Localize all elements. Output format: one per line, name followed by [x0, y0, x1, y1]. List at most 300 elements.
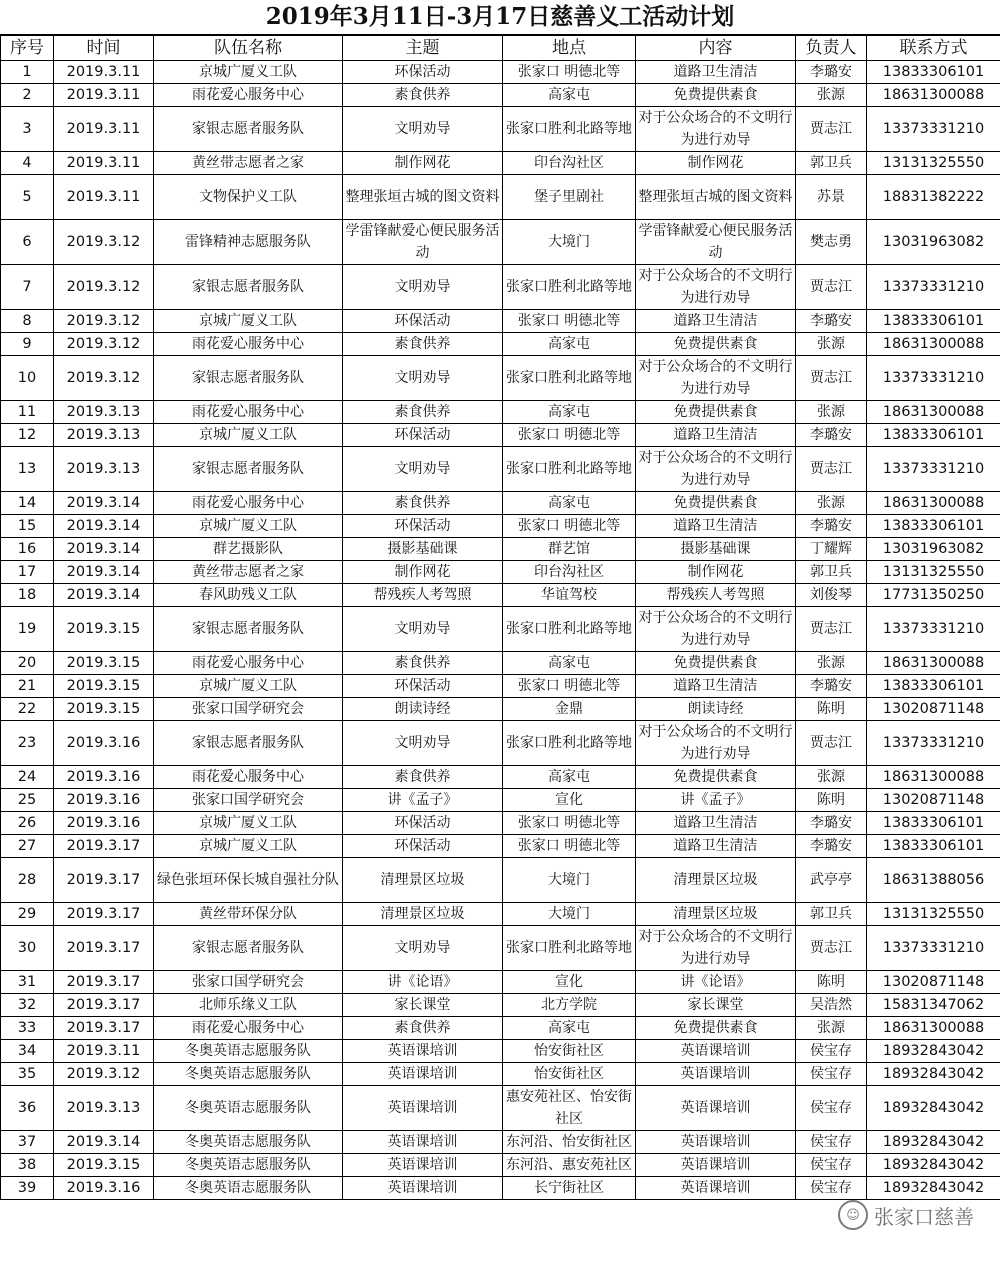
team-name-cell: 雨花爱心服务中心 — [154, 766, 343, 789]
team-name-cell: 家银志愿者服务队 — [154, 107, 343, 152]
theme-cell: 环保活动 — [343, 835, 503, 858]
row-index-cell: 23 — [1, 721, 54, 766]
date-cell: 2019.3.15 — [54, 1154, 154, 1177]
person-in-charge-cell: 李璐安 — [796, 835, 867, 858]
person-in-charge-cell: 张源 — [796, 401, 867, 424]
row-index-cell: 30 — [1, 926, 54, 971]
team-name-cell: 雨花爱心服务中心 — [154, 1017, 343, 1040]
contact-phone-cell: 13031963082 — [867, 538, 1000, 561]
contact-phone-cell: 15831347062 — [867, 994, 1000, 1017]
column-header: 联系方式 — [867, 36, 1000, 61]
theme-cell: 讲《孟子》 — [343, 789, 503, 812]
location-cell: 张家口 明德北等 — [503, 812, 636, 835]
date-cell: 2019.3.17 — [54, 858, 154, 903]
content-cell: 免费提供素食 — [636, 401, 796, 424]
theme-cell: 素食供养 — [343, 84, 503, 107]
header-row — [1, 36, 1000, 61]
person-in-charge-cell: 李璐安 — [796, 424, 867, 447]
content-cell: 道路卫生清洁 — [636, 835, 796, 858]
contact-phone-cell: 13020871148 — [867, 789, 1000, 812]
person-in-charge-cell: 张源 — [796, 766, 867, 789]
location-cell: 张家口 明德北等 — [503, 515, 636, 538]
person-in-charge-cell: 侯宝存 — [796, 1040, 867, 1063]
person-in-charge-cell: 陈明 — [796, 789, 867, 812]
theme-cell: 英语课培训 — [343, 1063, 503, 1086]
date-cell: 2019.3.12 — [54, 333, 154, 356]
team-name-cell: 北师乐缘义工队 — [154, 994, 343, 1017]
team-name-cell: 雨花爱心服务中心 — [154, 333, 343, 356]
person-in-charge-cell: 郭卫兵 — [796, 152, 867, 175]
table-row — [1, 652, 1000, 675]
location-cell: 印台沟社区 — [503, 561, 636, 584]
contact-phone-cell: 13020871148 — [867, 971, 1000, 994]
content-cell: 家长课堂 — [636, 994, 796, 1017]
row-index-cell: 8 — [1, 310, 54, 333]
content-cell: 制作网花 — [636, 152, 796, 175]
person-in-charge-cell: 贾志江 — [796, 926, 867, 971]
watermark-text: 张家口慈善 — [874, 1204, 974, 1229]
page-title: 2019年3月11日-3月17日慈善义工活动计划 — [0, 0, 1000, 35]
location-cell: 怡安街社区 — [503, 1040, 636, 1063]
date-cell: 2019.3.11 — [54, 107, 154, 152]
contact-phone-cell: 13131325550 — [867, 152, 1000, 175]
person-in-charge-cell: 侯宝存 — [796, 1086, 867, 1131]
date-cell: 2019.3.16 — [54, 1177, 154, 1200]
contact-phone-cell: 18932843042 — [867, 1177, 1000, 1200]
team-name-cell: 文物保护义工队 — [154, 175, 343, 220]
theme-cell: 讲《论语》 — [343, 971, 503, 994]
team-name-cell: 京城广厦义工队 — [154, 310, 343, 333]
theme-cell: 环保活动 — [343, 515, 503, 538]
column-header: 时间 — [54, 36, 154, 61]
row-index-cell: 13 — [1, 447, 54, 492]
person-in-charge-cell: 李璐安 — [796, 675, 867, 698]
team-name-cell: 家银志愿者服务队 — [154, 265, 343, 310]
person-in-charge-cell: 樊志勇 — [796, 220, 867, 265]
content-cell: 制作网花 — [636, 561, 796, 584]
row-index-cell: 24 — [1, 766, 54, 789]
table-row — [1, 675, 1000, 698]
date-cell: 2019.3.12 — [54, 310, 154, 333]
row-index-cell: 1 — [1, 61, 54, 84]
contact-phone-cell: 18631300088 — [867, 401, 1000, 424]
person-in-charge-cell: 张源 — [796, 1017, 867, 1040]
row-index-cell: 10 — [1, 356, 54, 401]
date-cell: 2019.3.16 — [54, 789, 154, 812]
table-row — [1, 1086, 1000, 1131]
team-name-cell: 冬奥英语志愿服务队 — [154, 1086, 343, 1131]
table-row — [1, 971, 1000, 994]
content-cell: 对于公众场合的不文明行为进行劝导 — [636, 721, 796, 766]
table-row — [1, 84, 1000, 107]
content-cell: 道路卫生清洁 — [636, 310, 796, 333]
contact-phone-cell: 13373331210 — [867, 356, 1000, 401]
contact-phone-cell: 13833306101 — [867, 310, 1000, 333]
team-name-cell: 黄丝带环保分队 — [154, 903, 343, 926]
date-cell: 2019.3.13 — [54, 1086, 154, 1131]
location-cell: 高家屯 — [503, 652, 636, 675]
person-in-charge-cell: 侯宝存 — [796, 1154, 867, 1177]
row-index-cell: 26 — [1, 812, 54, 835]
table-row — [1, 698, 1000, 721]
location-cell: 高家屯 — [503, 492, 636, 515]
team-name-cell: 冬奥英语志愿服务队 — [154, 1063, 343, 1086]
location-cell: 东河沿、怡安街社区 — [503, 1131, 636, 1154]
table-row — [1, 926, 1000, 971]
theme-cell: 文明劝导 — [343, 926, 503, 971]
location-cell: 东河沿、惠安苑社区 — [503, 1154, 636, 1177]
contact-phone-cell: 13131325550 — [867, 903, 1000, 926]
column-header: 内容 — [636, 36, 796, 61]
wechat-account-icon: ☺ — [838, 1200, 868, 1230]
date-cell: 2019.3.13 — [54, 424, 154, 447]
team-name-cell: 黄丝带志愿者之家 — [154, 152, 343, 175]
row-index-cell: 31 — [1, 971, 54, 994]
team-name-cell: 雨花爱心服务中心 — [154, 84, 343, 107]
table-body — [1, 61, 1000, 1200]
theme-cell: 制作网花 — [343, 152, 503, 175]
theme-cell: 清理景区垃圾 — [343, 858, 503, 903]
contact-phone-cell: 13833306101 — [867, 812, 1000, 835]
location-cell: 张家口 明德北等 — [503, 675, 636, 698]
contact-phone-cell: 13373331210 — [867, 721, 1000, 766]
date-cell: 2019.3.15 — [54, 698, 154, 721]
column-header: 队伍名称 — [154, 36, 343, 61]
watermark — [838, 1200, 974, 1230]
team-name-cell: 京城广厦义工队 — [154, 812, 343, 835]
table-row — [1, 858, 1000, 903]
table-row — [1, 994, 1000, 1017]
location-cell: 张家口 明德北等 — [503, 424, 636, 447]
content-cell: 整理张垣古城的图文资料 — [636, 175, 796, 220]
date-cell: 2019.3.14 — [54, 515, 154, 538]
content-cell: 英语课培训 — [636, 1086, 796, 1131]
team-name-cell: 冬奥英语志愿服务队 — [154, 1177, 343, 1200]
person-in-charge-cell: 贾志江 — [796, 356, 867, 401]
team-name-cell: 黄丝带志愿者之家 — [154, 561, 343, 584]
content-cell: 英语课培训 — [636, 1154, 796, 1177]
team-name-cell: 家银志愿者服务队 — [154, 607, 343, 652]
activity-table — [0, 35, 1000, 1200]
content-cell: 摄影基础课 — [636, 538, 796, 561]
team-name-cell: 冬奥英语志愿服务队 — [154, 1131, 343, 1154]
location-cell: 高家屯 — [503, 401, 636, 424]
theme-cell: 学雷锋献爱心便民服务活动 — [343, 220, 503, 265]
theme-cell: 素食供养 — [343, 652, 503, 675]
row-index-cell: 17 — [1, 561, 54, 584]
theme-cell: 英语课培训 — [343, 1086, 503, 1131]
theme-cell: 清理景区垃圾 — [343, 903, 503, 926]
row-index-cell: 39 — [1, 1177, 54, 1200]
contact-phone-cell: 13373331210 — [867, 926, 1000, 971]
contact-phone-cell: 17731350250 — [867, 584, 1000, 607]
date-cell: 2019.3.12 — [54, 1063, 154, 1086]
team-name-cell: 京城广厦义工队 — [154, 61, 343, 84]
content-cell: 免费提供素食 — [636, 766, 796, 789]
row-index-cell: 35 — [1, 1063, 54, 1086]
table-row — [1, 1154, 1000, 1177]
team-name-cell: 群艺摄影队 — [154, 538, 343, 561]
location-cell: 宣化 — [503, 971, 636, 994]
content-cell: 对于公众场合的不文明行为进行劝导 — [636, 356, 796, 401]
team-name-cell: 京城广厦义工队 — [154, 675, 343, 698]
row-index-cell: 12 — [1, 424, 54, 447]
location-cell: 惠安苑社区、怡安街社区 — [503, 1086, 636, 1131]
date-cell: 2019.3.16 — [54, 766, 154, 789]
date-cell: 2019.3.11 — [54, 61, 154, 84]
theme-cell: 素食供养 — [343, 766, 503, 789]
team-name-cell: 张家口国学研究会 — [154, 698, 343, 721]
team-name-cell: 家银志愿者服务队 — [154, 926, 343, 971]
row-index-cell: 28 — [1, 858, 54, 903]
date-cell: 2019.3.16 — [54, 812, 154, 835]
person-in-charge-cell: 刘俊琴 — [796, 584, 867, 607]
team-name-cell: 京城广厦义工队 — [154, 835, 343, 858]
table-row — [1, 61, 1000, 84]
content-cell: 道路卫生清洁 — [636, 515, 796, 538]
location-cell: 大境门 — [503, 858, 636, 903]
contact-phone-cell: 18631300088 — [867, 333, 1000, 356]
person-in-charge-cell: 陈明 — [796, 698, 867, 721]
team-name-cell: 春风助残义工队 — [154, 584, 343, 607]
content-cell: 免费提供素食 — [636, 492, 796, 515]
team-name-cell: 家银志愿者服务队 — [154, 721, 343, 766]
row-index-cell: 4 — [1, 152, 54, 175]
row-index-cell: 5 — [1, 175, 54, 220]
content-cell: 道路卫生清洁 — [636, 424, 796, 447]
content-cell: 对于公众场合的不文明行为进行劝导 — [636, 447, 796, 492]
contact-phone-cell: 18831382222 — [867, 175, 1000, 220]
date-cell: 2019.3.12 — [54, 220, 154, 265]
row-index-cell: 18 — [1, 584, 54, 607]
date-cell: 2019.3.15 — [54, 652, 154, 675]
table-row — [1, 561, 1000, 584]
row-index-cell: 25 — [1, 789, 54, 812]
person-in-charge-cell: 侯宝存 — [796, 1063, 867, 1086]
location-cell: 北方学院 — [503, 994, 636, 1017]
table-row — [1, 447, 1000, 492]
row-index-cell: 32 — [1, 994, 54, 1017]
table-row — [1, 152, 1000, 175]
person-in-charge-cell: 贾志江 — [796, 607, 867, 652]
content-cell: 对于公众场合的不文明行为进行劝导 — [636, 607, 796, 652]
row-index-cell: 37 — [1, 1131, 54, 1154]
content-cell: 讲《孟子》 — [636, 789, 796, 812]
table-row — [1, 515, 1000, 538]
location-cell: 张家口胜利北路等地 — [503, 265, 636, 310]
date-cell: 2019.3.17 — [54, 971, 154, 994]
row-index-cell: 36 — [1, 1086, 54, 1131]
date-cell: 2019.3.14 — [54, 538, 154, 561]
theme-cell: 帮残疾人考驾照 — [343, 584, 503, 607]
table-row — [1, 584, 1000, 607]
team-name-cell: 家银志愿者服务队 — [154, 447, 343, 492]
content-cell: 对于公众场合的不文明行为进行劝导 — [636, 265, 796, 310]
person-in-charge-cell: 陈明 — [796, 971, 867, 994]
location-cell: 宣化 — [503, 789, 636, 812]
location-cell: 高家屯 — [503, 84, 636, 107]
row-index-cell: 6 — [1, 220, 54, 265]
column-header: 地点 — [503, 36, 636, 61]
table-row — [1, 401, 1000, 424]
row-index-cell: 38 — [1, 1154, 54, 1177]
theme-cell: 文明劝导 — [343, 356, 503, 401]
table-row — [1, 789, 1000, 812]
theme-cell: 环保活动 — [343, 675, 503, 698]
content-cell: 英语课培训 — [636, 1040, 796, 1063]
contact-phone-cell: 13373331210 — [867, 265, 1000, 310]
location-cell: 张家口胜利北路等地 — [503, 721, 636, 766]
person-in-charge-cell: 贾志江 — [796, 265, 867, 310]
location-cell: 印台沟社区 — [503, 152, 636, 175]
theme-cell: 英语课培训 — [343, 1131, 503, 1154]
row-index-cell: 34 — [1, 1040, 54, 1063]
location-cell: 堡子里剧社 — [503, 175, 636, 220]
table-row — [1, 1131, 1000, 1154]
person-in-charge-cell: 李璐安 — [796, 61, 867, 84]
column-header: 负责人 — [796, 36, 867, 61]
team-name-cell: 家银志愿者服务队 — [154, 356, 343, 401]
person-in-charge-cell: 郭卫兵 — [796, 561, 867, 584]
table-row — [1, 220, 1000, 265]
row-index-cell: 7 — [1, 265, 54, 310]
table-row — [1, 607, 1000, 652]
table-row — [1, 812, 1000, 835]
contact-phone-cell: 18932843042 — [867, 1040, 1000, 1063]
column-header: 主题 — [343, 36, 503, 61]
table-row — [1, 333, 1000, 356]
theme-cell: 英语课培训 — [343, 1177, 503, 1200]
contact-phone-cell: 13833306101 — [867, 424, 1000, 447]
content-cell: 学雷锋献爱心便民服务活动 — [636, 220, 796, 265]
table-row — [1, 766, 1000, 789]
person-in-charge-cell: 苏景 — [796, 175, 867, 220]
person-in-charge-cell: 丁耀辉 — [796, 538, 867, 561]
team-name-cell: 雨花爱心服务中心 — [154, 492, 343, 515]
person-in-charge-cell: 张源 — [796, 652, 867, 675]
person-in-charge-cell: 张源 — [796, 333, 867, 356]
date-cell: 2019.3.17 — [54, 1017, 154, 1040]
date-cell: 2019.3.15 — [54, 607, 154, 652]
content-cell: 对于公众场合的不文明行为进行劝导 — [636, 926, 796, 971]
date-cell: 2019.3.13 — [54, 447, 154, 492]
date-cell: 2019.3.17 — [54, 903, 154, 926]
contact-phone-cell: 13031963082 — [867, 220, 1000, 265]
location-cell: 高家屯 — [503, 766, 636, 789]
team-name-cell: 张家口国学研究会 — [154, 971, 343, 994]
content-cell: 道路卫生清洁 — [636, 812, 796, 835]
location-cell: 群艺馆 — [503, 538, 636, 561]
person-in-charge-cell: 郭卫兵 — [796, 903, 867, 926]
person-in-charge-cell: 张源 — [796, 492, 867, 515]
contact-phone-cell: 18631300088 — [867, 766, 1000, 789]
contact-phone-cell: 13833306101 — [867, 675, 1000, 698]
contact-phone-cell: 18631300088 — [867, 652, 1000, 675]
row-index-cell: 11 — [1, 401, 54, 424]
contact-phone-cell: 18932843042 — [867, 1154, 1000, 1177]
theme-cell: 文明劝导 — [343, 107, 503, 152]
location-cell: 大境门 — [503, 220, 636, 265]
row-index-cell: 22 — [1, 698, 54, 721]
location-cell: 张家口胜利北路等地 — [503, 356, 636, 401]
contact-phone-cell: 13373331210 — [867, 107, 1000, 152]
theme-cell: 文明劝导 — [343, 447, 503, 492]
location-cell: 张家口胜利北路等地 — [503, 107, 636, 152]
table-row — [1, 835, 1000, 858]
contact-phone-cell: 13833306101 — [867, 515, 1000, 538]
table-row — [1, 424, 1000, 447]
theme-cell: 素食供养 — [343, 1017, 503, 1040]
row-index-cell: 14 — [1, 492, 54, 515]
date-cell: 2019.3.11 — [54, 1040, 154, 1063]
table-row — [1, 265, 1000, 310]
team-name-cell: 京城广厦义工队 — [154, 515, 343, 538]
location-cell: 怡安街社区 — [503, 1063, 636, 1086]
person-in-charge-cell: 侯宝存 — [796, 1177, 867, 1200]
theme-cell: 文明劝导 — [343, 265, 503, 310]
theme-cell: 环保活动 — [343, 812, 503, 835]
person-in-charge-cell: 吴浩然 — [796, 994, 867, 1017]
date-cell: 2019.3.11 — [54, 152, 154, 175]
theme-cell: 文明劝导 — [343, 721, 503, 766]
theme-cell: 环保活动 — [343, 61, 503, 84]
date-cell: 2019.3.14 — [54, 1131, 154, 1154]
row-index-cell: 21 — [1, 675, 54, 698]
table-row — [1, 1040, 1000, 1063]
theme-cell: 环保活动 — [343, 424, 503, 447]
row-index-cell: 27 — [1, 835, 54, 858]
contact-phone-cell: 18631388056 — [867, 858, 1000, 903]
contact-phone-cell: 18932843042 — [867, 1063, 1000, 1086]
table-row — [1, 175, 1000, 220]
date-cell: 2019.3.11 — [54, 175, 154, 220]
theme-cell: 素食供养 — [343, 492, 503, 515]
row-index-cell: 29 — [1, 903, 54, 926]
location-cell: 张家口 明德北等 — [503, 61, 636, 84]
date-cell: 2019.3.12 — [54, 265, 154, 310]
theme-cell: 文明劝导 — [343, 607, 503, 652]
content-cell: 讲《论语》 — [636, 971, 796, 994]
contact-phone-cell: 18932843042 — [867, 1086, 1000, 1131]
row-index-cell: 19 — [1, 607, 54, 652]
table-row — [1, 1063, 1000, 1086]
content-cell: 英语课培训 — [636, 1063, 796, 1086]
contact-phone-cell: 18932843042 — [867, 1131, 1000, 1154]
table-row — [1, 1177, 1000, 1200]
location-cell: 张家口胜利北路等地 — [503, 607, 636, 652]
theme-cell: 素食供养 — [343, 401, 503, 424]
location-cell: 张家口 明德北等 — [503, 310, 636, 333]
contact-phone-cell: 13833306101 — [867, 61, 1000, 84]
theme-cell: 制作网花 — [343, 561, 503, 584]
location-cell: 张家口 明德北等 — [503, 835, 636, 858]
content-cell: 免费提供素食 — [636, 1017, 796, 1040]
row-index-cell: 33 — [1, 1017, 54, 1040]
table-row — [1, 538, 1000, 561]
content-cell: 朗读诗经 — [636, 698, 796, 721]
contact-phone-cell: 13833306101 — [867, 835, 1000, 858]
contact-phone-cell: 18631300088 — [867, 84, 1000, 107]
content-cell: 清理景区垃圾 — [636, 858, 796, 903]
row-index-cell: 3 — [1, 107, 54, 152]
team-name-cell: 张家口国学研究会 — [154, 789, 343, 812]
contact-phone-cell: 13373331210 — [867, 447, 1000, 492]
person-in-charge-cell: 武亭亭 — [796, 858, 867, 903]
theme-cell: 朗读诗经 — [343, 698, 503, 721]
content-cell: 英语课培训 — [636, 1177, 796, 1200]
team-name-cell: 雨花爱心服务中心 — [154, 652, 343, 675]
date-cell: 2019.3.15 — [54, 675, 154, 698]
